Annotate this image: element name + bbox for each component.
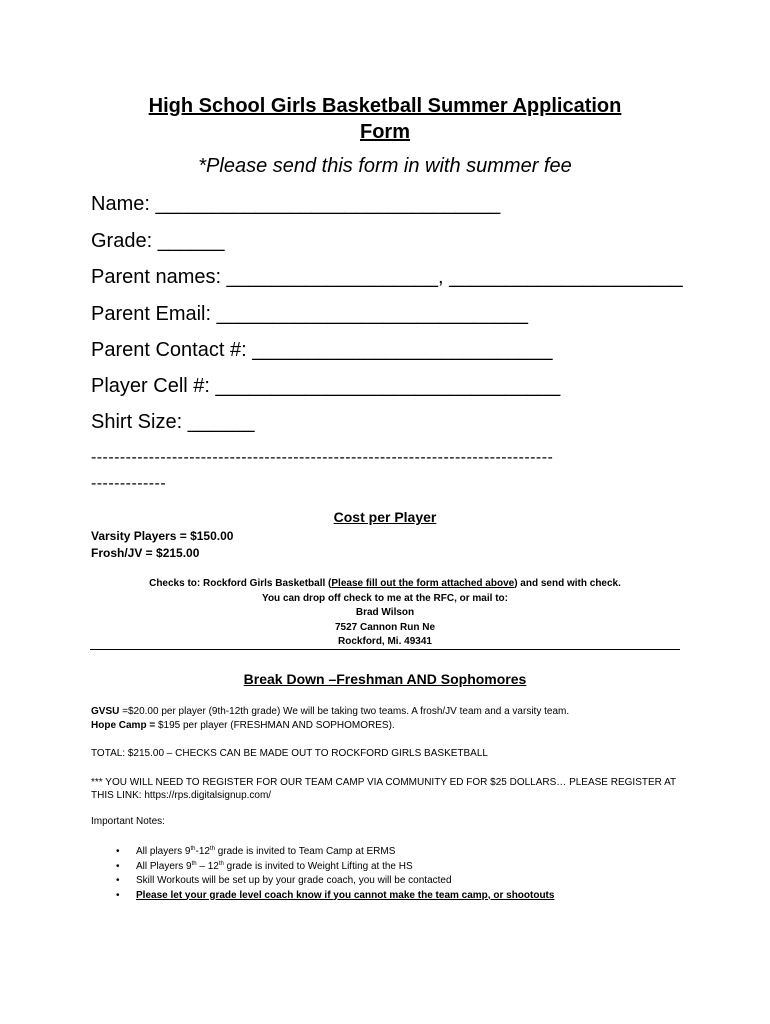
separator-line-2: ------------- <box>91 475 167 492</box>
list-item: • All Players 9th – 12th grade is invited to Weight Lifting at the HS <box>116 860 554 875</box>
form-title-line2: Form <box>360 121 410 143</box>
shirt-size-field[interactable]: Shirt Size: ______ <box>91 411 255 433</box>
separator-line-1: -------------------------------------------------------------------------------- <box>91 449 554 466</box>
checks-instructions <box>90 577 680 650</box>
hope-camp-label: Hope Camp = <box>91 720 156 731</box>
name-field[interactable]: Name: _______________________________ <box>91 193 501 215</box>
gvsu-label: GVSU <box>91 706 120 717</box>
list-item: • Skill Workouts will be set up by your grade coach, you will be contacted <box>116 874 554 889</box>
mail-city: Rockford, Mi. 49341 <box>338 636 432 647</box>
checks-line2: You can drop off check to me at the RFC, or mail to: <box>262 592 508 604</box>
checks-line1-underlined: Please fill out the form attached above <box>331 578 515 589</box>
list-item: • Please let your grade level coach know if you cannot make the team camp, or shootouts <box>116 889 554 904</box>
frosh-price: Frosh/JV = $215.00 <box>91 546 200 560</box>
gvsu-text: =$20.00 per player (9th-12th grade) We will be taking two teams. A frosh/JV team and a varsity team. <box>119 706 570 717</box>
varsity-price: Varsity Players = $150.00 <box>91 529 234 543</box>
list-item: • All players 9th-12th grade is invited to Team Camp at ERMS <box>116 845 554 860</box>
form-subtitle: *Please send this form in with summer fee <box>198 155 572 177</box>
total-line: TOTAL: $215.00 – CHECKS CAN BE MADE OUT TO ROCKFORD GIRLS BASKETBALL <box>91 748 488 759</box>
breakdown-heading: Break Down –Freshman AND Sophomores <box>243 671 527 687</box>
player-cell-field[interactable]: Player Cell #: _______________________________ <box>91 375 561 397</box>
hope-camp-line <box>91 719 681 732</box>
bullet-icon: • <box>116 875 120 886</box>
checks-line1-pre: Checks to: Rockford Girls Basketball ( <box>149 578 332 589</box>
important-notes-label: Important Notes: <box>91 816 165 827</box>
parent-names-field[interactable]: Parent names: ___________________, _____________________ <box>91 266 683 288</box>
cost-heading: Cost per Player <box>333 509 437 525</box>
gvsu-line <box>91 705 681 718</box>
parent-email-field[interactable]: Parent Email: ____________________________ <box>91 303 529 325</box>
grade-field[interactable]: Grade: ______ <box>91 230 225 252</box>
bullet-icon: • <box>116 889 120 901</box>
hope-camp-text: $195 per player (FRESHMAN AND SOPHOMORES). <box>155 720 395 731</box>
mail-street: 7527 Cannon Run Ne <box>334 621 436 633</box>
important-notes-list <box>116 845 554 903</box>
register-note: *** YOU WILL NEED TO REGISTER FOR OUR TEAM CAMP VIA COMMUNITY ED FOR $25 DOLLARS… PLEASE REGISTER AT THIS LINK: https://rps.digitalsignup.com/ <box>91 777 676 801</box>
bullet-icon: • <box>116 860 120 872</box>
form-title-line1: High School Girls Basketball Summer Application <box>148 95 622 117</box>
parent-contact-field[interactable]: Parent Contact #: ___________________________ <box>91 339 553 361</box>
section-divider <box>90 649 680 650</box>
mail-name: Brad Wilson <box>355 607 415 618</box>
form-title <box>90 93 680 145</box>
checks-line1-post: ) and send with check. <box>514 578 621 589</box>
bullet-icon: • <box>116 846 120 857</box>
